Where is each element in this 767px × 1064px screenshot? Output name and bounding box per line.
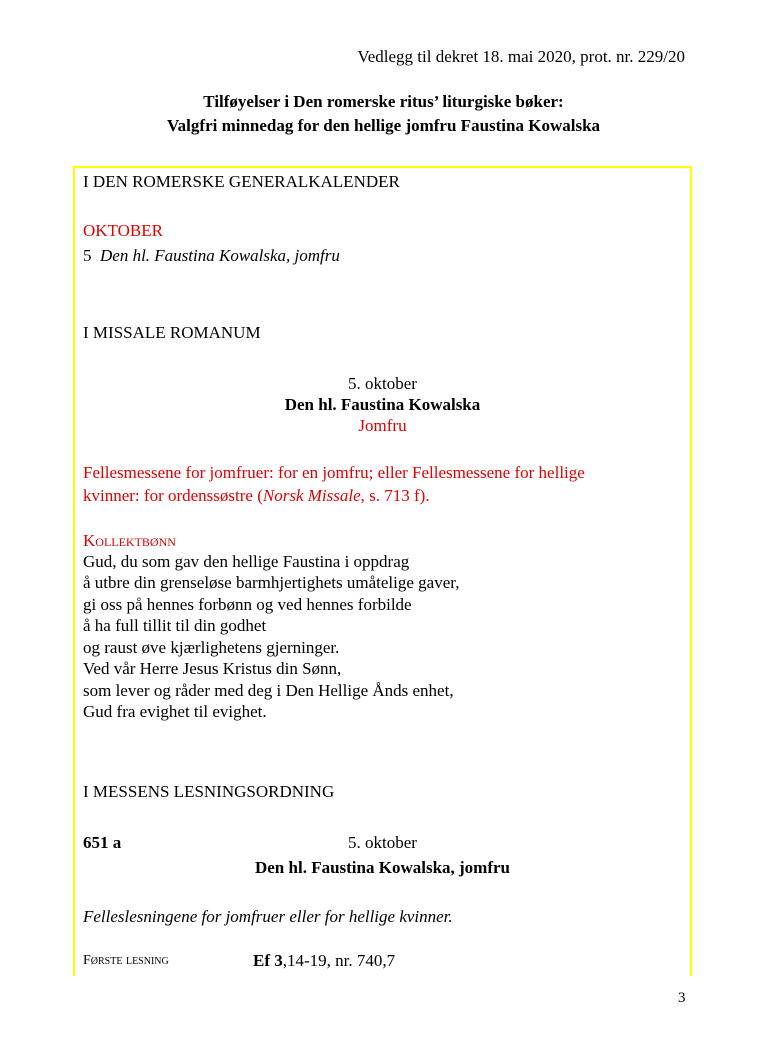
lectionary-date: 5. oktober xyxy=(348,833,417,852)
calendar-day: 5 xyxy=(83,246,92,265)
collect-line: gi oss på hennes forbønn og ved hennes forbilde xyxy=(83,595,412,614)
first-reading-ref xyxy=(253,950,395,971)
first-reading-verses: ,14-19, nr. 740,7 xyxy=(282,951,396,970)
collect-line: å utbre din grenseløse barmhjertighets umåtelige gaver, xyxy=(83,573,460,592)
collect-line: Gud, du som gav den hellige Faustina i oppdrag xyxy=(83,552,410,571)
document-title-line-2: Valgfri minnedag for den hellige jomfru Faustina Kowalska xyxy=(166,116,601,135)
collect-line: og raust øve kjærlighetens gjerninger. xyxy=(83,638,340,657)
first-reading-label-text: Første lesning xyxy=(83,953,169,968)
missal-heading: I MISSALE ROMANUM xyxy=(83,323,261,342)
first-reading-book: Ef 3 xyxy=(253,951,283,970)
rubric-text-c: , s. 713 f). xyxy=(360,486,430,505)
calendar-entry xyxy=(83,245,340,266)
missal-rubric-line-2 xyxy=(83,485,430,506)
lectionary-common: Felleslesningene for jomfruer eller for hellige kvinner. xyxy=(83,907,453,926)
first-reading-label xyxy=(83,952,169,970)
lectionary-heading: I MESSENS LESNINGSORDNING xyxy=(83,782,335,801)
calendar-entry-text: Den hl. Faustina Kowalska, jomfru xyxy=(100,246,340,265)
document-title-line-1: Tilføyelser i Den romerske ritus’ liturgiske bøker: xyxy=(203,92,564,111)
lectionary-saint: Den hl. Faustina Kowalska, jomfru xyxy=(254,858,511,877)
calendar-heading: I DEN ROMERSKE GENERALKALENDER xyxy=(83,172,400,191)
missal-saint: Den hl. Faustina Kowalska xyxy=(284,395,481,414)
rubric-text-a: kvinner: for ordenssøstre ( xyxy=(83,486,263,505)
collect-line: Ved vår Herre Jesus Kristus din Sønn, xyxy=(83,659,342,678)
page-number: 3 xyxy=(678,990,686,1006)
collect-line: å ha full tillit til din godhet xyxy=(83,616,267,635)
missal-rank: Jomfru xyxy=(358,416,407,435)
missal-rubric-line-1: Fellesmessene for jomfruer: for en jomfru; eller Fellesmessene for hellige xyxy=(83,463,585,482)
calendar-month: OKTOBER xyxy=(83,221,163,240)
document-reference: Vedlegg til dekret 18. mai 2020, prot. nr. 229/20 xyxy=(357,47,685,66)
missal-date: 5. oktober xyxy=(348,374,417,393)
lectionary-number: 651 a xyxy=(83,833,122,852)
collect-line: Gud fra evighet til evighet. xyxy=(83,702,267,721)
collect-line: som lever og råder med deg i Den Hellige Ånds enhet, xyxy=(83,681,454,700)
rubric-book-title: Norsk Missale xyxy=(262,486,361,505)
collect-label: Kollektbønn xyxy=(83,531,176,550)
